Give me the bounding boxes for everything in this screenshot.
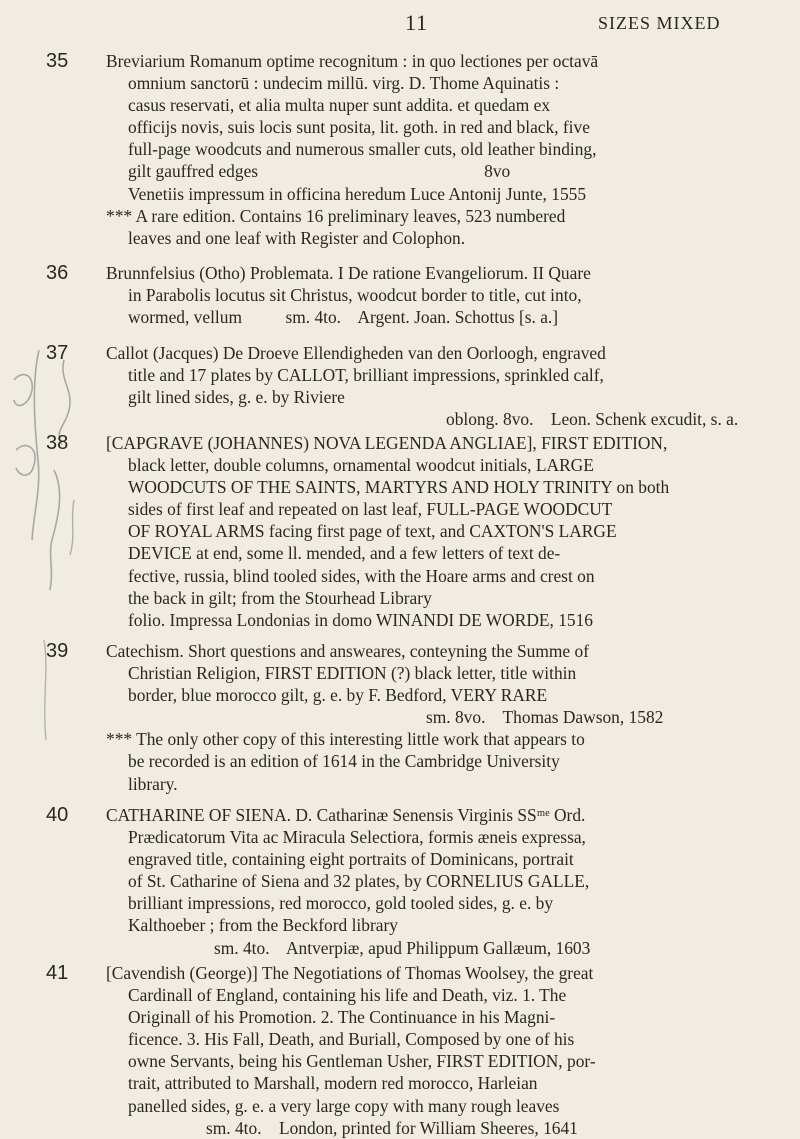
entry-line: sides of first leaf and repeated on last leaf, FULL-PAGE WOODCUT	[128, 499, 613, 520]
entry-line: sm. 8vo. Thomas Dawson, 1582	[426, 707, 664, 728]
entry-line: trait, attributed to Marshall, modern red morocco, Harleian	[128, 1073, 538, 1094]
entry-line: in Parabolis locutus sit Christus, woodcut border to title, cut into,	[128, 285, 582, 306]
running-head	[0, 10, 800, 38]
entry-line: be recorded is an edition of 1614 in the Cambridge University	[128, 751, 560, 772]
entry-line: library.	[128, 773, 178, 794]
entry-line: engraved title, containing eight portraits of Dominicans, portrait	[128, 849, 574, 870]
entry-line: border, blue morocco gilt, g. e. by F. Bedford, VERY RARE	[128, 685, 548, 706]
entry-line: Venetiis impressum in officina heredum Luce Antonij Junte, 1555	[128, 183, 587, 204]
entry-line: of St. Catharine of Siena and 32 plates, by CORNELIUS GALLE,	[128, 871, 590, 892]
entry-line: officijs novis, suis locis sunt posita, lit. goth. in red and black, five	[128, 117, 590, 138]
entry-line: brilliant impressions, red morocco, gold tooled sides, g. e. by	[128, 893, 554, 914]
entry-line: Catechism. Short questions and answeares, conteyning the Summe of	[106, 641, 589, 661]
entry-line: [Cavendish (George)] The Negotiations of Thomas Woolsey, the great	[106, 963, 594, 983]
entry-text	[106, 432, 776, 631]
lot-number: 38	[46, 432, 69, 454]
lot-number: 40	[46, 804, 69, 826]
entry-line: WOODCUTS OF THE SAINTS, MARTYRS AND HOLY TRINITY on both	[128, 477, 670, 498]
entry-line: omnium sanctorū : undecim millū. virg. D. Thome Aquinatis :	[128, 73, 560, 94]
entry-line: title and 17 plates by CALLOT, brilliant impressions, sprinkled calf,	[128, 365, 604, 386]
entry-line: Cardinall of England, containing his life and Death, viz. 1. The	[128, 985, 567, 1006]
entry-line: leaves and one leaf with Register and Colophon.	[128, 227, 466, 248]
entry-line: Breviarium Romanum optime recognitum : in quo lectiones per octavā	[106, 51, 599, 71]
entry-line: Brunnfelsius (Otho) Problemata. I De ratione Evangeliorum. II Quare	[106, 263, 591, 283]
entry-line: casus reservati, et alia multa nuper sunt addita. et quedam ex	[128, 95, 551, 116]
entry-text	[106, 804, 776, 959]
lot-number: 36	[46, 262, 69, 284]
entry-line: panelled sides, g. e. a very large copy with many rough leaves	[128, 1095, 560, 1116]
entry-line: oblong. 8vo. Leon. Schenk excudit, s. a.	[446, 409, 739, 430]
lot-number: 41	[46, 962, 69, 984]
entry-line: Kalthoeber ; from the Beckford library	[128, 915, 398, 936]
entry-line: black letter, double columns, ornamental woodcut initials, LARGE	[128, 455, 594, 476]
entry-line: Callot (Jacques) De Droeve Ellendigheden van den Oorloogh, engraved	[106, 343, 606, 363]
entry-text	[106, 50, 776, 249]
entry-line: wormed, vellum sm. 4to. Argent. Joan. Schottus [s. a.]	[128, 307, 559, 328]
page-number: 11	[405, 10, 429, 35]
entry-line: CATHARINE OF SIENA. D. Catharinæ Senensis Virginis SSᵐᵉ Ord.	[106, 805, 586, 825]
entry-line: sm. 4to. Antverpiæ, apud Philippum Gallæum, 1603	[214, 937, 591, 958]
entry-line: ficence. 3. His Fall, Death, and Buriall, Composed by one of his	[128, 1029, 575, 1050]
lot-number: 37	[46, 342, 69, 364]
entry-text	[106, 262, 776, 328]
entry-line: OF ROYAL ARMS facing first page of text, and CAXTON'S LARGE	[128, 521, 617, 542]
entry-line: gilt lined sides, g. e. by Riviere	[128, 387, 345, 408]
section-title: SIZES MIXED	[598, 13, 721, 33]
entry-text	[106, 640, 776, 795]
entry-line: gilt gauffred edges 8vo	[128, 161, 511, 182]
entry-note: *** A rare edition. Contains 16 preliminary leaves, 523 numbered	[106, 205, 566, 226]
entry-text	[106, 962, 776, 1139]
entry-line: full-page woodcuts and numerous smaller cuts, old leather binding,	[128, 139, 597, 160]
entry-line: owne Servants, being his Gentleman Usher, FIRST EDITION, por-	[128, 1051, 596, 1072]
entry-line: the back in gilt; from the Stourhead Library	[128, 587, 432, 608]
entry-line: folio. Impressa Londonias in domo WINANDI DE WORDE, 1516	[128, 609, 593, 630]
entry-line: [CAPGRAVE (JOHANNES) NOVA LEGENDA ANGLIAE], FIRST EDITION,	[106, 433, 668, 453]
entry-text	[106, 342, 776, 430]
entry-line: Prædicatorum Vita ac Miracula Selectiora, formis æneis expressa,	[128, 827, 586, 848]
lot-number: 39	[46, 640, 69, 662]
margin-pencil-marks	[4, 340, 99, 770]
entry-line: Originall of his Promotion. 2. The Continuance in his Magni-	[128, 1007, 556, 1028]
entry-line: fective, russia, blind tooled sides, with the Hoare arms and crest on	[128, 565, 595, 586]
entry-line: DEVICE at end, some ll. mended, and a few letters of text de-	[128, 543, 561, 564]
entry-line: sm. 4to. London, printed for William Sheeres, 1641	[206, 1117, 578, 1138]
lot-number: 35	[46, 50, 69, 72]
entry-line: Christian Religion, FIRST EDITION (?) black letter, title within	[128, 663, 577, 684]
entry-note: *** The only other copy of this interesting little work that appears to	[106, 729, 585, 750]
